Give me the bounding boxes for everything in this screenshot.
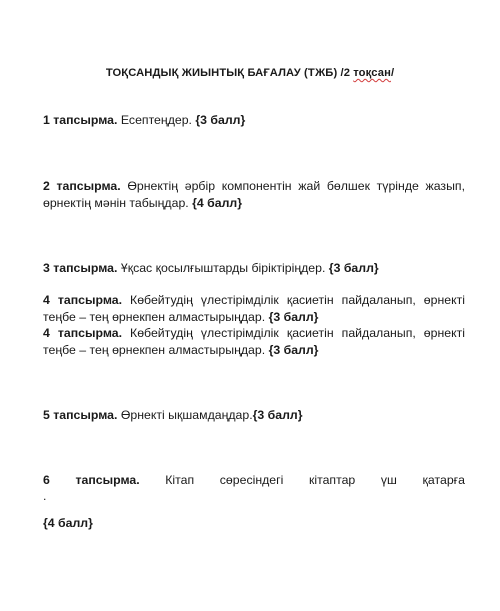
task-3	[43, 260, 465, 277]
title-end: /	[390, 67, 395, 79]
task-text: Есептеңдер.	[117, 113, 196, 127]
task-score: {3 балл}	[195, 113, 246, 127]
task-4-duplicate	[43, 325, 465, 358]
task-label: 2 тапсырма.	[43, 179, 121, 193]
task-6-label: тапсырма.	[75, 473, 140, 487]
task-6-word: сөресіндегі	[219, 473, 284, 487]
task-score: {3 балл}	[268, 342, 319, 357]
task-6-word: кітаптар	[308, 473, 356, 487]
task-text: Көбейтудің үлестірімділік қасиетін пайдаланып, өрнекті теңбе – тең өрнекпен алмастырыңдар.	[43, 293, 465, 324]
task-text: Өрнектің әрбір компонентін жай бөлшек түрінде жазып, өрнектің мәнін табыңдар.	[43, 179, 465, 210]
task-score: {3 балл}	[252, 408, 303, 422]
task-label: 4 тапсырма.	[43, 293, 123, 307]
task-label: 4 тапсырма.	[43, 326, 123, 340]
task-label: 3 тапсырма.	[43, 261, 118, 275]
task-6-number: 6	[43, 473, 50, 487]
task-text: Өрнекті ықшамдаңдар.	[117, 408, 253, 422]
task-6-score: {4 балл}	[43, 516, 93, 530]
task-score: {3 балл}	[268, 309, 319, 324]
task-label: 1 тапсырма.	[43, 113, 118, 127]
task-6-word: қатарға	[422, 473, 465, 487]
title-quarter-word: тоқсан	[353, 67, 391, 79]
document-title	[0, 67, 500, 79]
task-text: Көбейтудің үлестірімділік қасиетін пайдаланып, өрнекті теңбе – тең өрнекпен алмастырыңдар.	[43, 326, 465, 357]
task-6-word: үш	[380, 473, 397, 487]
task-2	[43, 178, 465, 211]
title-main: ТОҚСАНДЫҚ ЖИЫНТЫҚ БАҒАЛАУ (ТЖБ) /2	[105, 67, 354, 79]
task-score: {4 балл}	[192, 195, 243, 210]
task-5	[43, 407, 465, 424]
task-text: Ұқсас қосылғыштарды біріктіріңдер.	[117, 261, 329, 275]
task-label: 5 тапсырма.	[43, 408, 118, 422]
task-1	[43, 112, 465, 129]
task-6	[43, 472, 465, 489]
task-score: {3 балл}	[328, 261, 379, 275]
task-6-word: Кітап	[165, 473, 195, 487]
task-6-dot: .	[43, 489, 47, 503]
task-4	[43, 292, 465, 325]
